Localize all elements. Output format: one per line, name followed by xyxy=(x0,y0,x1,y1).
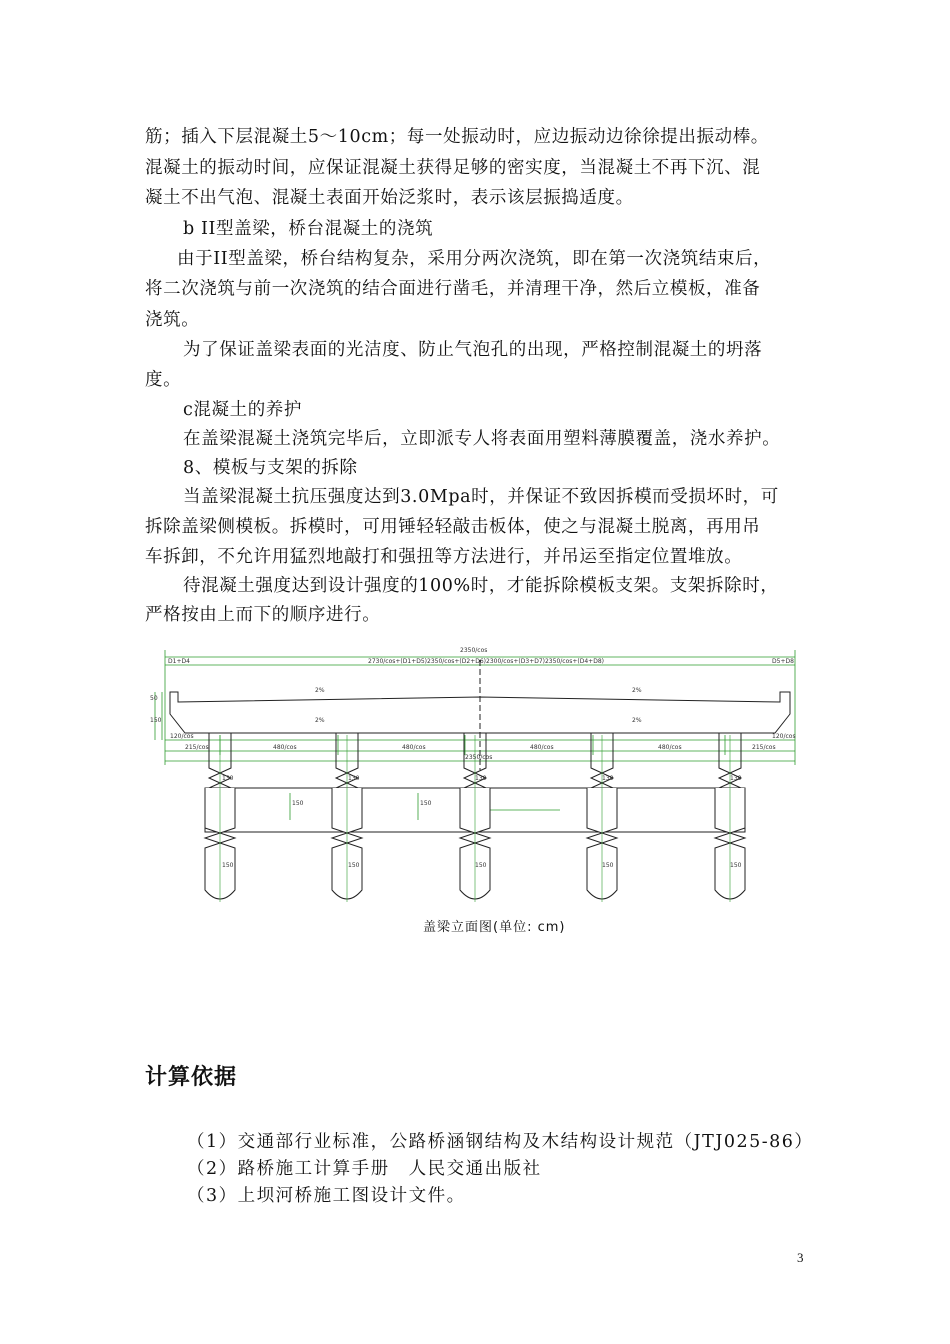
height-50: 50 xyxy=(150,695,158,702)
slope-label: 2% xyxy=(632,717,642,724)
pile-dia-150: 150 xyxy=(475,862,487,869)
pile-dia-150: 150 xyxy=(222,862,234,869)
reference-item: （1）交通部行业标准，公路桥涵钢结构及木结构设计规范（JTJ025-86） xyxy=(187,1132,814,1152)
tie-height-150: 150 xyxy=(292,800,304,807)
paragraph-line: 待混凝土强度达到设计强度的100%时，才能拆除模板支架。支架拆除时， xyxy=(183,576,779,596)
reference-item: （3）上坝河桥施工图设计文件。 xyxy=(187,1186,466,1206)
dim-total-top: 2350/cos xyxy=(460,647,488,654)
slope-label: 2% xyxy=(315,687,325,694)
slope-label: 2% xyxy=(632,687,642,694)
dim-edge-215-left: 215/cos xyxy=(185,744,209,751)
subheading-8: 8、模板与支架的拆除 xyxy=(183,458,358,478)
pile-dia-150: 150 xyxy=(602,862,614,869)
paragraph-line: 当盖梁混凝土抗压强度达到3.0Mpa时，并保证不致因拆模而受损坏时，可 xyxy=(183,487,779,507)
paragraph-line: 混凝土的振动时间，应保证混凝土获得足够的密实度，当混凝土不再下沉、混 xyxy=(145,158,761,178)
paragraph-line: 凝土不出气泡、混凝土表面开始泛浆时，表示该层振捣适度。 xyxy=(145,188,634,208)
subheading-b: b II型盖梁，桥台混凝土的浇筑 xyxy=(183,219,434,239)
dim-span-480: 480/cos xyxy=(273,744,297,751)
paragraph-line: 拆除盖梁侧模板。拆模时，可用锤轻轻敲击板体，使之与混凝土脱离，再用吊 xyxy=(145,517,761,537)
paragraph-line: 浇筑。 xyxy=(145,310,200,330)
paragraph-line: 车拆卸，不允许用猛烈地敲打和强扭等方法进行，并吊运至指定位置堆放。 xyxy=(145,547,743,567)
dim-span-480: 480/cos xyxy=(658,744,682,751)
height-150: 150 xyxy=(150,717,162,724)
pier-dia-130: 130 xyxy=(475,775,487,782)
pier-dia-130: 130 xyxy=(222,775,234,782)
pile-dia-150: 150 xyxy=(348,862,360,869)
drawing-svg xyxy=(150,640,810,920)
reference-item: （2）路桥施工计算手册 人民交通出版社 xyxy=(187,1159,542,1179)
tie-height-150: 150 xyxy=(420,800,432,807)
dim-span-480: 480/cos xyxy=(402,744,426,751)
dim-span-480: 480/cos xyxy=(530,744,554,751)
paragraph-line: 严格按由上而下的顺序进行。 xyxy=(145,605,381,625)
pier-dia-130: 130 xyxy=(730,775,742,782)
dim-edge-215-right: 215/cos xyxy=(752,744,776,751)
subheading-c: c混凝土的养护 xyxy=(183,400,303,420)
dim-span-row: 2730/cos+(D1+D5)2350/cos+(D2+D6)2300/cos+(D3+D7)2350/cos+(D4+D8) xyxy=(368,658,604,665)
dim-edge-120-right: 120/cos xyxy=(772,733,796,740)
dim-right-tag: D5+D8 xyxy=(772,658,794,665)
figure-caption: 盖梁立面图(单位: cm) xyxy=(423,920,566,935)
paragraph-line: 由于II型盖梁，桥台结构复杂，采用分两次浇筑，即在第一次浇筑结束后， xyxy=(177,249,772,269)
cap-beam-elevation-drawing xyxy=(150,640,810,920)
dim-total-bottom: 2350/cos xyxy=(465,754,493,761)
pile-dia-150: 150 xyxy=(730,862,742,869)
dim-left-tag: D1+D4 xyxy=(168,658,190,665)
slope-label: 2% xyxy=(315,717,325,724)
pier-dia-130: 130 xyxy=(602,775,614,782)
section-heading: 计算依据 xyxy=(145,1065,238,1090)
paragraph-line: 筋；插入下层混凝土5～10cm；每一处振动时，应边振动边徐徐提出振动棒。 xyxy=(145,127,769,147)
dim-edge-120-left: 120/cos xyxy=(170,733,194,740)
paragraph-line: 在盖梁混凝土浇筑完毕后，立即派专人将表面用塑料薄膜覆盖，浇水养护。 xyxy=(183,429,781,449)
paragraph-line: 为了保证盖梁表面的光洁度、防止气泡孔的出现，严格控制混凝土的坍落 xyxy=(183,340,763,360)
pier-dia-130: 130 xyxy=(348,775,360,782)
page-number: 3 xyxy=(797,1250,804,1265)
paragraph-line: 度。 xyxy=(145,370,182,390)
paragraph-line: 将二次浇筑与前一次浇筑的结合面进行凿毛，并清理干净，然后立模板，准备 xyxy=(145,279,761,299)
